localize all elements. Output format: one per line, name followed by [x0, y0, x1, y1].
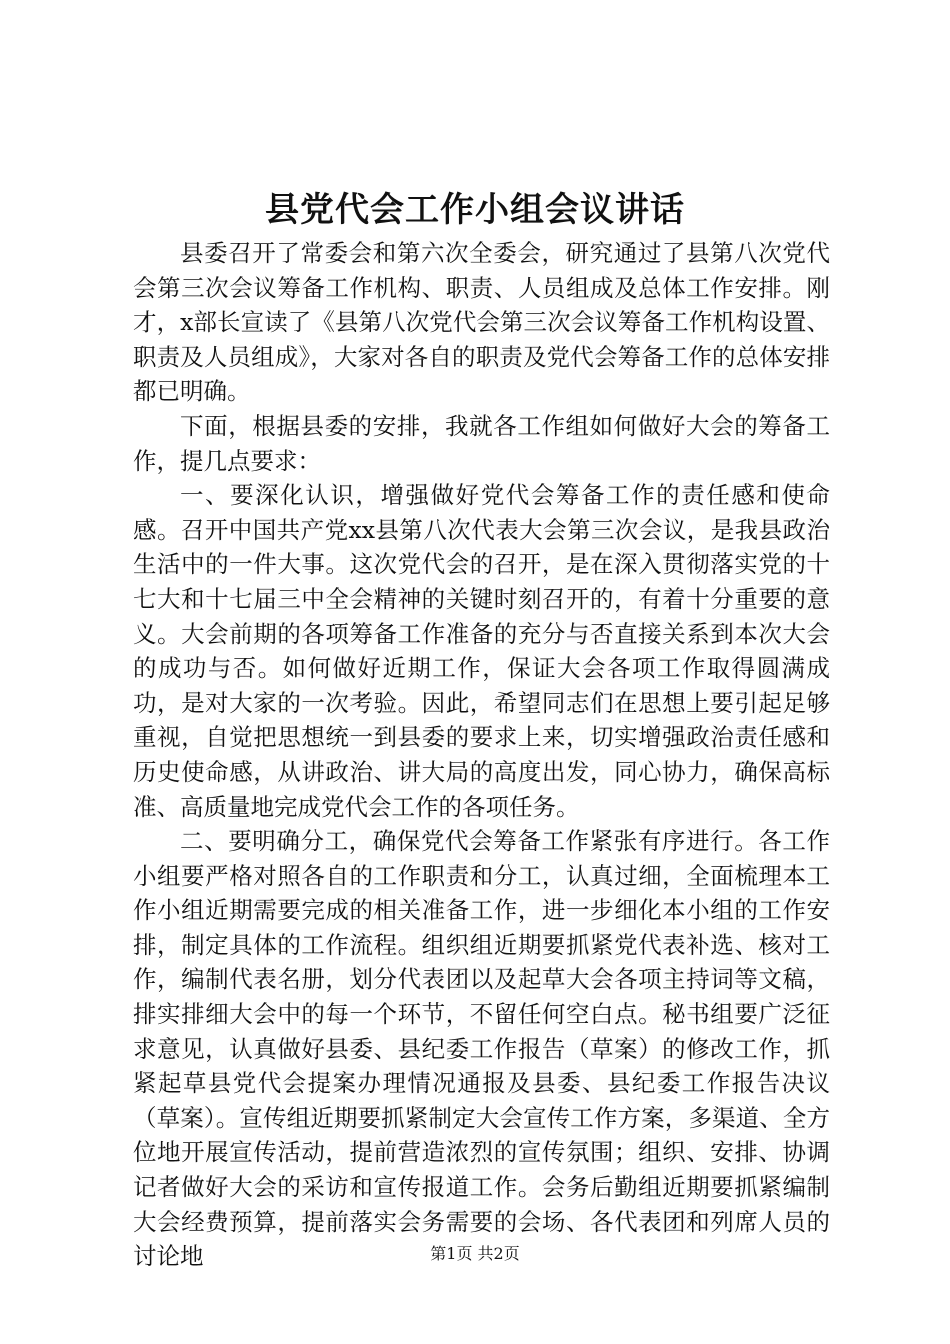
document-title: 县党代会工作小组会议讲话 [265, 190, 685, 230]
paragraph-1: 县委召开了常委会和第六次全委会，研究通过了县第八次党代会第三次会议筹备工作机构、职责、人员组成及总体工作安排。刚才，x部长宣读了《县第八次党代会第三次会议筹备工作机构设置、职责及人员组成》，大家对各自的职责及党代会筹备工作的总体安排都已明确。 [133, 239, 830, 406]
paragraph-4: 二、要明确分工，确保党代会筹备工作紧张有序进行。各工作小组要严格对照各自的工作职责和分工，认真过细，全面梳理本工作小组近期需要完成的相关准备工作，进一步细化本小组的工作安排，制定具体的工作流程。组织组近期要抓紧党代表补选、核对工作，编制代表名册，划分代表团以及起草大会各项主持词等文稿，排实排细大会中的每一个环节，不留任何空白点。秘书组要广泛征求意见，认真做好县委、县纪委工作报告（草案）的修改工作，抓紧起草县党代会提案办理情况通报及县委、县纪委工作报告决议（草案）。宣传组近期要抓紧制定大会宣传工作方案，多渠道、全方位地开展宣传活动，提前营造浓烈的宣传氛围；组织、安排、协调记者做好大会的采访和宣传报道工作。会务后勤组近期要抓紧编制大会经费预算，提前落实会务需要的会场、各代表团和列席人员的讨论地 [133, 827, 830, 1271]
paragraph-3: 一、要深化认识，增强做好党代会筹备工作的责任感和使命感。召开中国共产党xx县第八次代表大会第三次会议，是我县政治生活中的一件大事。这次党代会的召开，是在深入贯彻落实党的十七大和十七届三中全会精神的关键时刻召开的，有着十分重要的意义。大会前期的各项筹备工作准备的充分与否直接关系到本次大会的成功与否。如何做好近期工作，保证大会各项工作取得圆满成功，是对大家的一次考验。因此，希望同志们在思想上要引起足够重视，自觉把思想统一到县委的要求上来，切实增强政治责任感和历史使命感，从讲政治、讲大局的高度出发，同心协力，确保高标准、高质量地完成党代会工作的各项任务。 [133, 481, 830, 821]
page-footer: 第1页 共2页 [430, 1244, 520, 1263]
document-body [133, 236, 830, 1274]
paragraph-2: 下面，根据县委的安排，我就各工作组如何做好大会的筹备工作，提几点要求： [133, 411, 830, 475]
